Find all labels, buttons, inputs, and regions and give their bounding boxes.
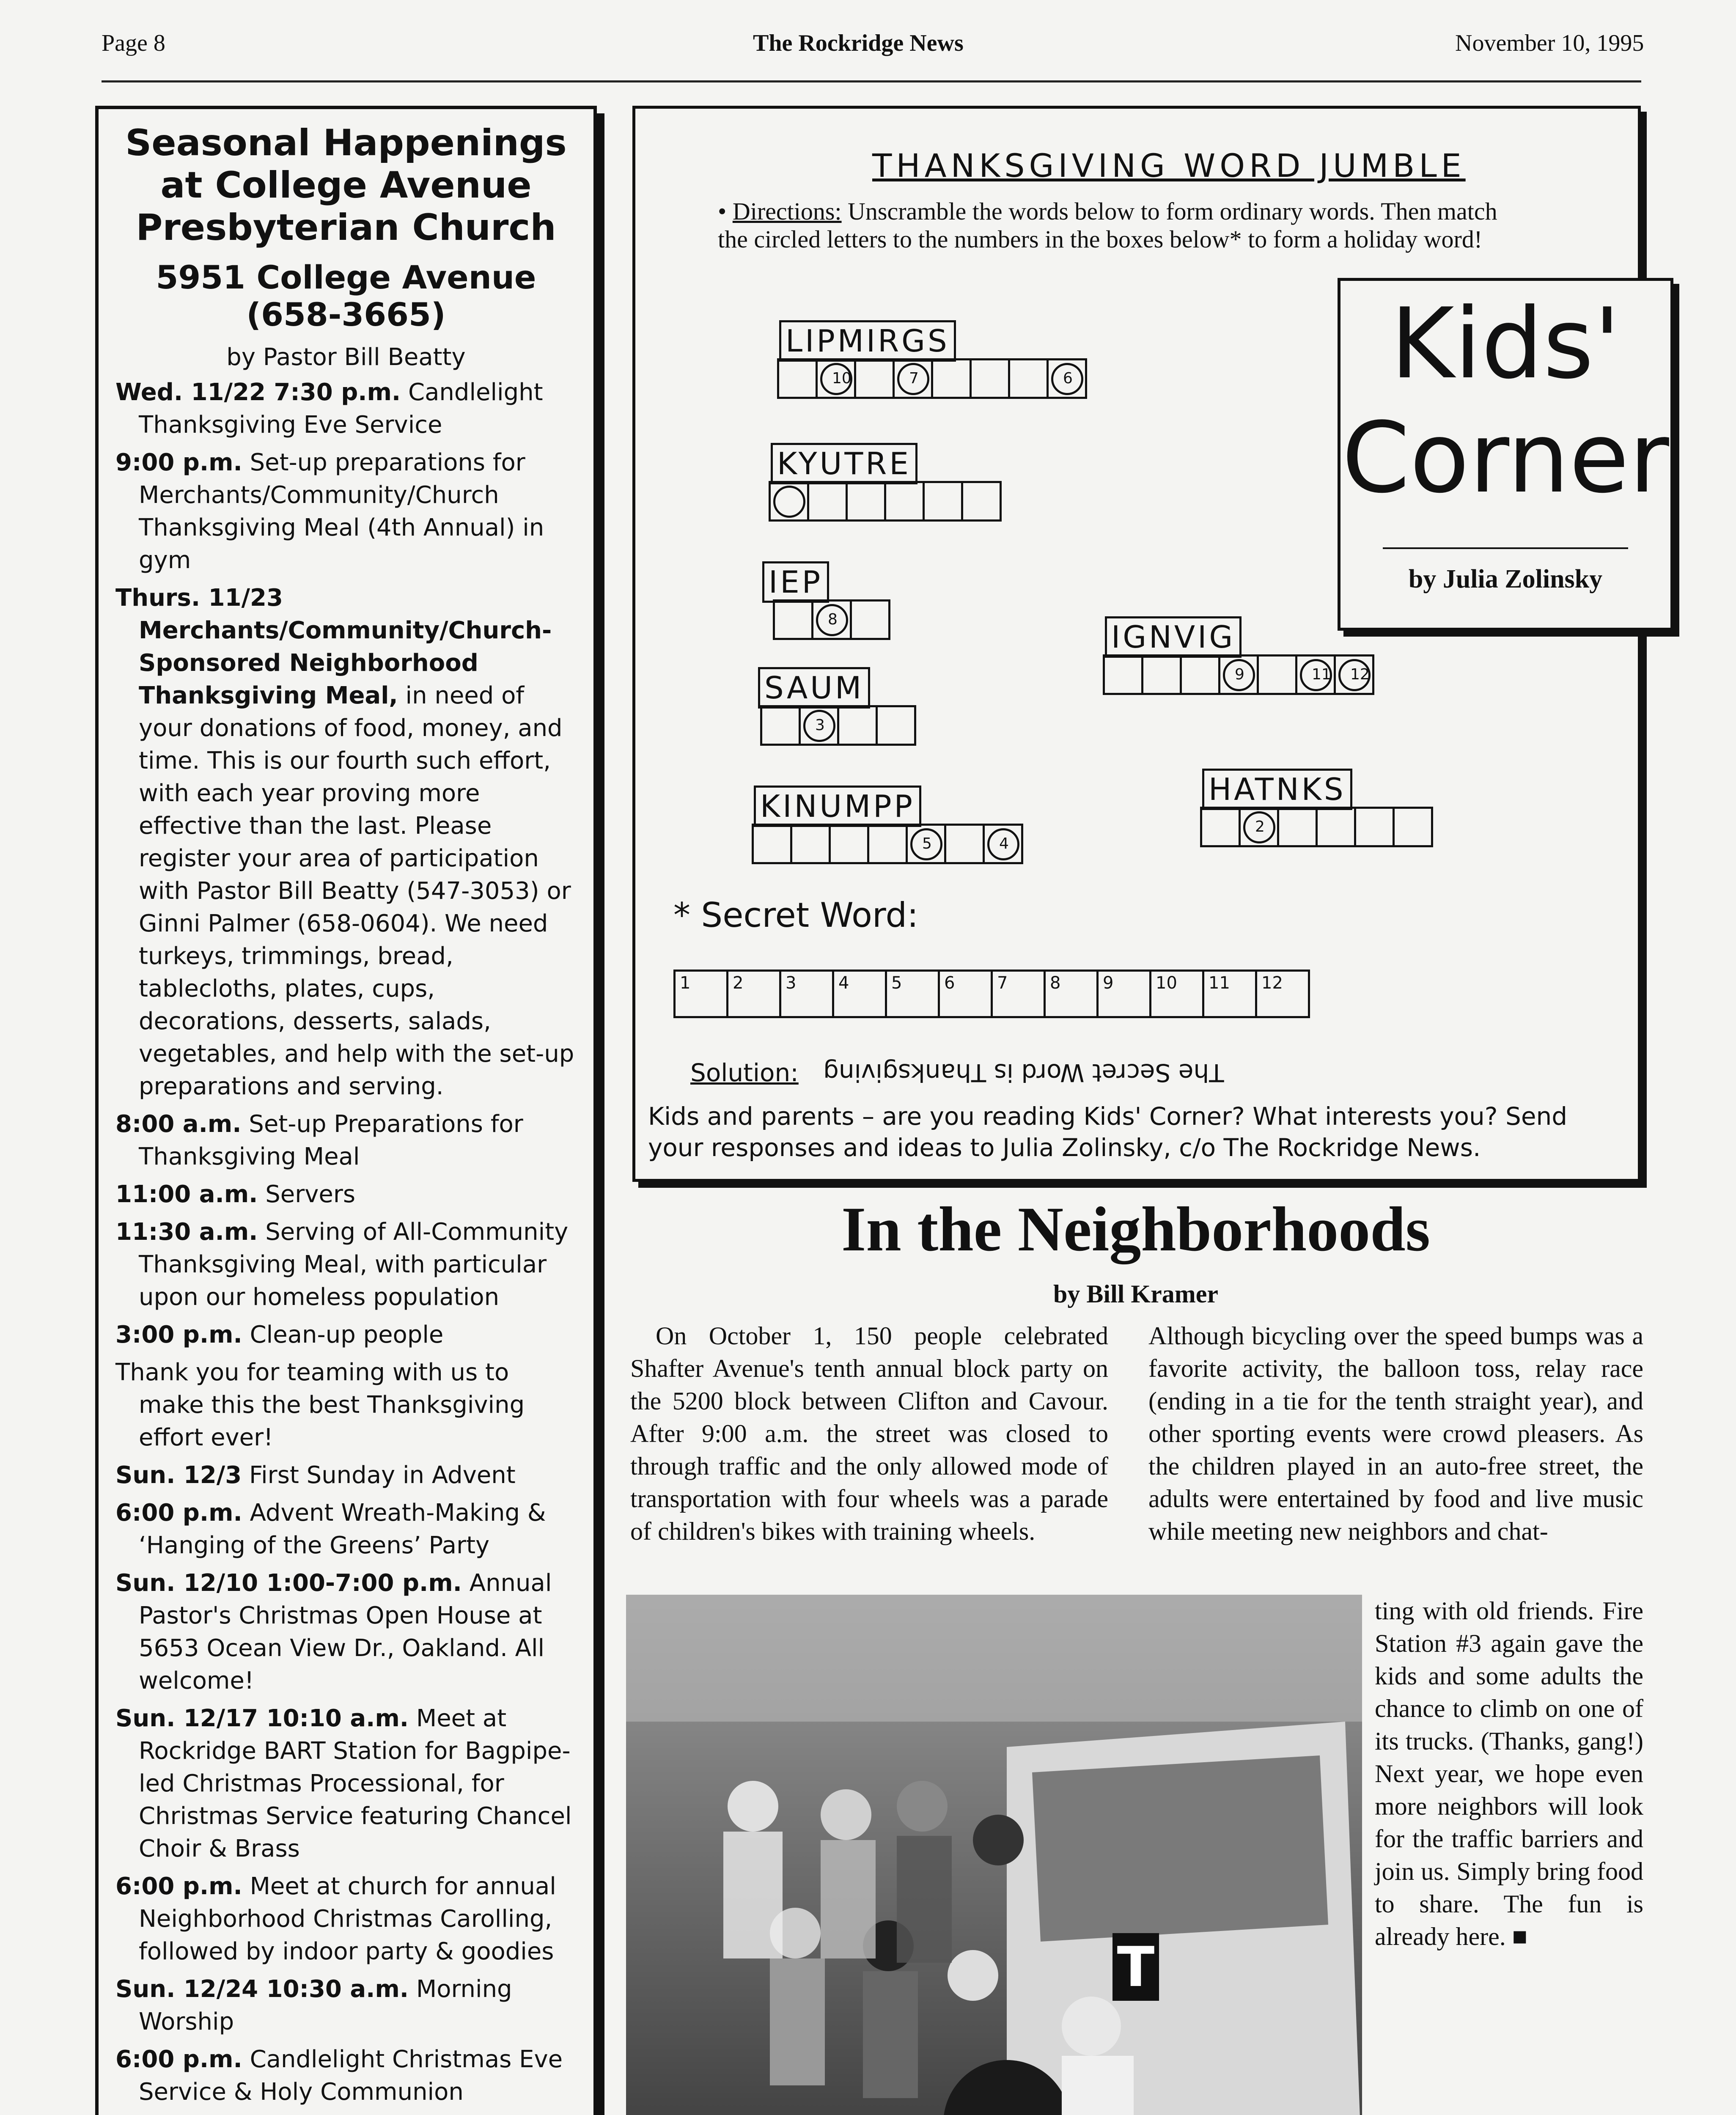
- jumble-cells-5: [1105, 654, 1374, 695]
- event-text: Meet at Rockridge BART Station for Bagpipe-led Christmas Processional, for Christmas Service featuring Chancel Choir & Brass: [139, 1705, 572, 1862]
- jumble-cells-7: [1202, 807, 1433, 847]
- secret-cell: 6: [938, 970, 993, 1018]
- letter-cell: [1354, 807, 1395, 847]
- event-text: Thank you for teaming with us to make this the best Thanksgiving effort ever!: [115, 1359, 525, 1451]
- photo-illustration: [626, 1595, 1362, 2115]
- jumble-word-1: LIPMIRGS: [779, 320, 956, 362]
- event-time: Thurs. 11/23 Merchants/Community/Church-Sponsored Neighborhood Thanksgiving Meal,: [115, 584, 552, 709]
- kids-corner-byline: by Julia Zolinsky: [1408, 565, 1603, 593]
- secret-cell: 7: [991, 970, 1046, 1018]
- newspaper-name: The Rockridge News: [753, 30, 964, 56]
- secret-word-label: * Secret Word:: [673, 895, 919, 935]
- article-column-2: Although bicycling over the speed bumps was a favorite activity, the balloon toss, relay race (ending in a tie for the tenth straight year), and other sporting events were crowd pleasers. As the children played in an auto-free street, the adults were entertained by food and live music while meeting new neighbors and chat-: [1148, 1322, 1643, 1545]
- event-time: 6:00 p.m.: [115, 2046, 242, 2073]
- event-text: in need of your donations of food, money, and time. This is our fourth such effort, with each year proving more effective than the last. Please register your area of participation with Pastor Bill Beatty (547-3053) or Ginni Palmer (658-0604). We need turkeys, trimmings, bread, tablecloths, plates, cups, decorations, desserts, salads, vegetables, and help with the set-up preparations and serving.: [139, 682, 574, 1100]
- circled-cell: 5: [906, 824, 946, 864]
- event-text: Meet at church for annual Neighborhood Christmas Carolling, followed by indoor party & goodies: [139, 1873, 556, 1965]
- jumble-word-3: IEP: [762, 561, 829, 603]
- directions-text: Unscramble the words below to form ordinary words. Then match the circled letters to the numbers in the boxes below* to form a holiday word!: [718, 198, 1497, 253]
- circled-cell: 6: [1047, 358, 1087, 399]
- church-event: [115, 582, 577, 1103]
- secret-cell: 3: [779, 970, 834, 1018]
- letter-cell: [790, 824, 831, 864]
- event-time: 9:00 p.m.: [115, 449, 242, 476]
- secret-cell: 2: [726, 970, 781, 1018]
- church-address: 5951 College Avenue: [156, 258, 536, 296]
- jumble-directions: • Directions: Unscramble the words below to form ordinary words. Then match the circled letters to the numbers in the boxes below* to form a holiday word!: [718, 198, 1497, 253]
- letter-cell: [850, 599, 890, 640]
- secret-cell: 10: [1149, 970, 1204, 1018]
- event-time: 3:00 p.m.: [115, 1321, 242, 1349]
- church-event: [115, 1356, 577, 1454]
- jumble-cells-3: [775, 599, 890, 640]
- letter-cell: [777, 358, 818, 399]
- kids-corner-rule: [1383, 547, 1628, 549]
- article-column-1: On October 1, 150 people celebrated Shafter Avenue's tenth annual block party on the 5200 block between Clifton and Cavour. After 9:00 a.m. the street was closed to through traffic and the only allowed mode of transportation with four wheels was a parade of children's bikes with training wheels.: [630, 1322, 1108, 1545]
- solution-answer: The Secret Word is Thanksgiving: [823, 1058, 1224, 1087]
- letter-cell: [931, 358, 972, 399]
- event-text: Candlelight Christmas Eve Service & Holy Communion: [139, 2046, 563, 2106]
- solution: [690, 1058, 1224, 1087]
- church-event: [115, 1318, 577, 1351]
- letter-cell: [1257, 654, 1297, 695]
- letter-cell: [807, 481, 848, 522]
- secret-cell: 12: [1255, 970, 1310, 1018]
- letter-cell: [944, 824, 985, 864]
- event-time: 8:00 a.m.: [115, 1110, 242, 1138]
- event-text: Serving of All-Community Thanksgiving Meal, with particular upon our homeless population: [139, 1218, 569, 1311]
- church-byline: by Pastor Bill Beatty: [226, 343, 466, 371]
- church-title: Seasonal Happenings at College Avenue Presbyterian Church: [125, 122, 567, 249]
- circled-cell: 11: [1295, 654, 1336, 695]
- article-title: In the Neighborhoods: [841, 1194, 1430, 1264]
- event-text: Candlelight Thanksgiving Eve Service: [139, 379, 543, 439]
- jumble-word-5: IGNVIG: [1105, 616, 1242, 658]
- secret-cell: 5: [885, 970, 940, 1018]
- jumble-word-2: KYUTRE: [771, 443, 917, 484]
- jumble-word-4: SAUM: [758, 667, 870, 709]
- kids-corner-line1: Kids': [1390, 288, 1621, 401]
- article-column-2-continued: ting with old friends. Fire Station #3 again gave the kids and some adults the chance to climb on one of its trucks. (Thanks, gang!) Next year, we hope even more neighbors will look for the traffic barriers and join us. Simply bring food to share. The fun is already here. ■: [1375, 1597, 1643, 1950]
- kids-corner-line2: Corner: [1342, 402, 1669, 515]
- event-text: Set-up Preparations for Thanksgiving Meal: [139, 1110, 523, 1170]
- event-time: Sun. 12/24 10:30 a.m.: [115, 1975, 409, 2003]
- jumble-word-6: KINUMPP: [754, 786, 921, 827]
- event-time: 6:00 p.m.: [115, 1499, 242, 1527]
- letter-cell: [760, 705, 801, 746]
- letter-cell: [1008, 358, 1049, 399]
- letter-cell: [961, 481, 1002, 522]
- church-event: [115, 1870, 577, 1968]
- jumble-word-7: HATNKS: [1202, 769, 1352, 810]
- circled-cell: 12: [1334, 654, 1374, 695]
- page-number: Page 8: [102, 30, 165, 56]
- church-event: [115, 376, 577, 441]
- secret-cell: 11: [1202, 970, 1257, 1018]
- letter-cell: [923, 481, 963, 522]
- secret-cell: 1: [673, 970, 728, 1018]
- church-event: [115, 1216, 577, 1313]
- church-event: [115, 446, 577, 577]
- letter-cell: [846, 481, 886, 522]
- letter-cell: [829, 824, 869, 864]
- church-event: [115, 2043, 577, 2108]
- event-time: Sun. 12/3: [115, 1461, 242, 1489]
- event-list: [115, 376, 577, 2108]
- jumble-title: THANKSGIVING WORD JUMBLE: [872, 147, 1466, 184]
- circled-cell: [769, 481, 809, 522]
- jumble-cells-4: [762, 705, 916, 746]
- church-event: [115, 1178, 577, 1211]
- jumble-cells-2: [771, 481, 1002, 522]
- truck-sign: T: [1117, 1935, 1155, 1999]
- event-time: Sun. 12/10 1:00-7:00 p.m.: [115, 1569, 462, 1597]
- kids-corner-box: [632, 106, 1669, 1182]
- event-text: First Sunday in Advent: [242, 1461, 516, 1489]
- jumble-cells-1: [779, 358, 1087, 399]
- circled-cell: 8: [811, 599, 852, 640]
- jumble-cells-6: [754, 824, 1023, 864]
- event-time: 11:00 a.m.: [115, 1181, 258, 1208]
- letter-cell: [884, 481, 925, 522]
- event-text: Advent Wreath-Making & ‘Hanging of the Greens’ Party: [139, 1499, 546, 1559]
- letter-cell: [854, 358, 895, 399]
- letter-cell: [1200, 807, 1241, 847]
- church-events-box: [95, 106, 597, 2115]
- letter-cell: [970, 358, 1010, 399]
- event-text: Morning Worship: [139, 1975, 512, 2035]
- issue-date: November 10, 1995: [1455, 30, 1644, 56]
- kids-corner-logo: [1338, 278, 1673, 631]
- event-text: Clean-up people: [242, 1321, 444, 1349]
- circled-cell: 9: [1218, 654, 1259, 695]
- church-event: [115, 1973, 577, 2038]
- letter-cell: [1316, 807, 1356, 847]
- letter-cell: [1141, 654, 1182, 695]
- event-time: Sun. 12/17 10:10 a.m.: [115, 1705, 409, 1732]
- secret-cell: 8: [1044, 970, 1099, 1018]
- article-byline: by Bill Kramer: [1053, 1280, 1218, 1308]
- church-event: [115, 1108, 577, 1173]
- event-time: 6:00 p.m.: [115, 1873, 242, 1900]
- circled-cell: 3: [799, 705, 839, 746]
- letter-cell: [752, 824, 792, 864]
- church-event: [115, 1567, 577, 1697]
- letter-cell: [1277, 807, 1318, 847]
- event-text: Set-up preparations for Merchants/Community/Church Thanksgiving Meal (4th Annual) in gym: [139, 449, 544, 574]
- event-text: Servers: [258, 1181, 356, 1208]
- church-phone: (658-3665): [246, 296, 446, 333]
- letter-cell: [1393, 807, 1433, 847]
- secret-cell: 4: [832, 970, 887, 1018]
- circled-cell: 7: [893, 358, 933, 399]
- church-event: [115, 1702, 577, 1865]
- block-party-photo: [626, 1595, 1362, 2115]
- letter-cell: [1103, 654, 1143, 695]
- kids-corner-note: Kids and parents – are you reading Kids' Corner? What interests you? Send your responses and ideas to Julia Zolinsky, c/o The Rockridge News.: [648, 1102, 1568, 1162]
- circled-cell: 10: [816, 358, 856, 399]
- letter-cell: [876, 705, 916, 746]
- secret-word-cells: [676, 970, 1310, 1018]
- letter-cell: [773, 599, 813, 640]
- letter-cell: [867, 824, 908, 864]
- secret-cell: 9: [1096, 970, 1151, 1018]
- solution-label: Solution:: [690, 1058, 799, 1087]
- church-event: [115, 1497, 577, 1562]
- letter-cell: [1180, 654, 1220, 695]
- event-text: Annual Pastor's Christmas Open House at 5653 Ocean View Dr., Oakland. All welcome!: [139, 1569, 552, 1695]
- church-event: [115, 1459, 577, 1491]
- event-time: Wed. 11/22 7:30 p.m.: [115, 379, 401, 406]
- event-time: 11:30 a.m.: [115, 1218, 258, 1246]
- header-rule: [102, 80, 1641, 82]
- circled-cell: 2: [1239, 807, 1279, 847]
- circled-cell: 4: [983, 824, 1023, 864]
- directions-label: Directions:: [732, 198, 842, 225]
- letter-cell: [837, 705, 878, 746]
